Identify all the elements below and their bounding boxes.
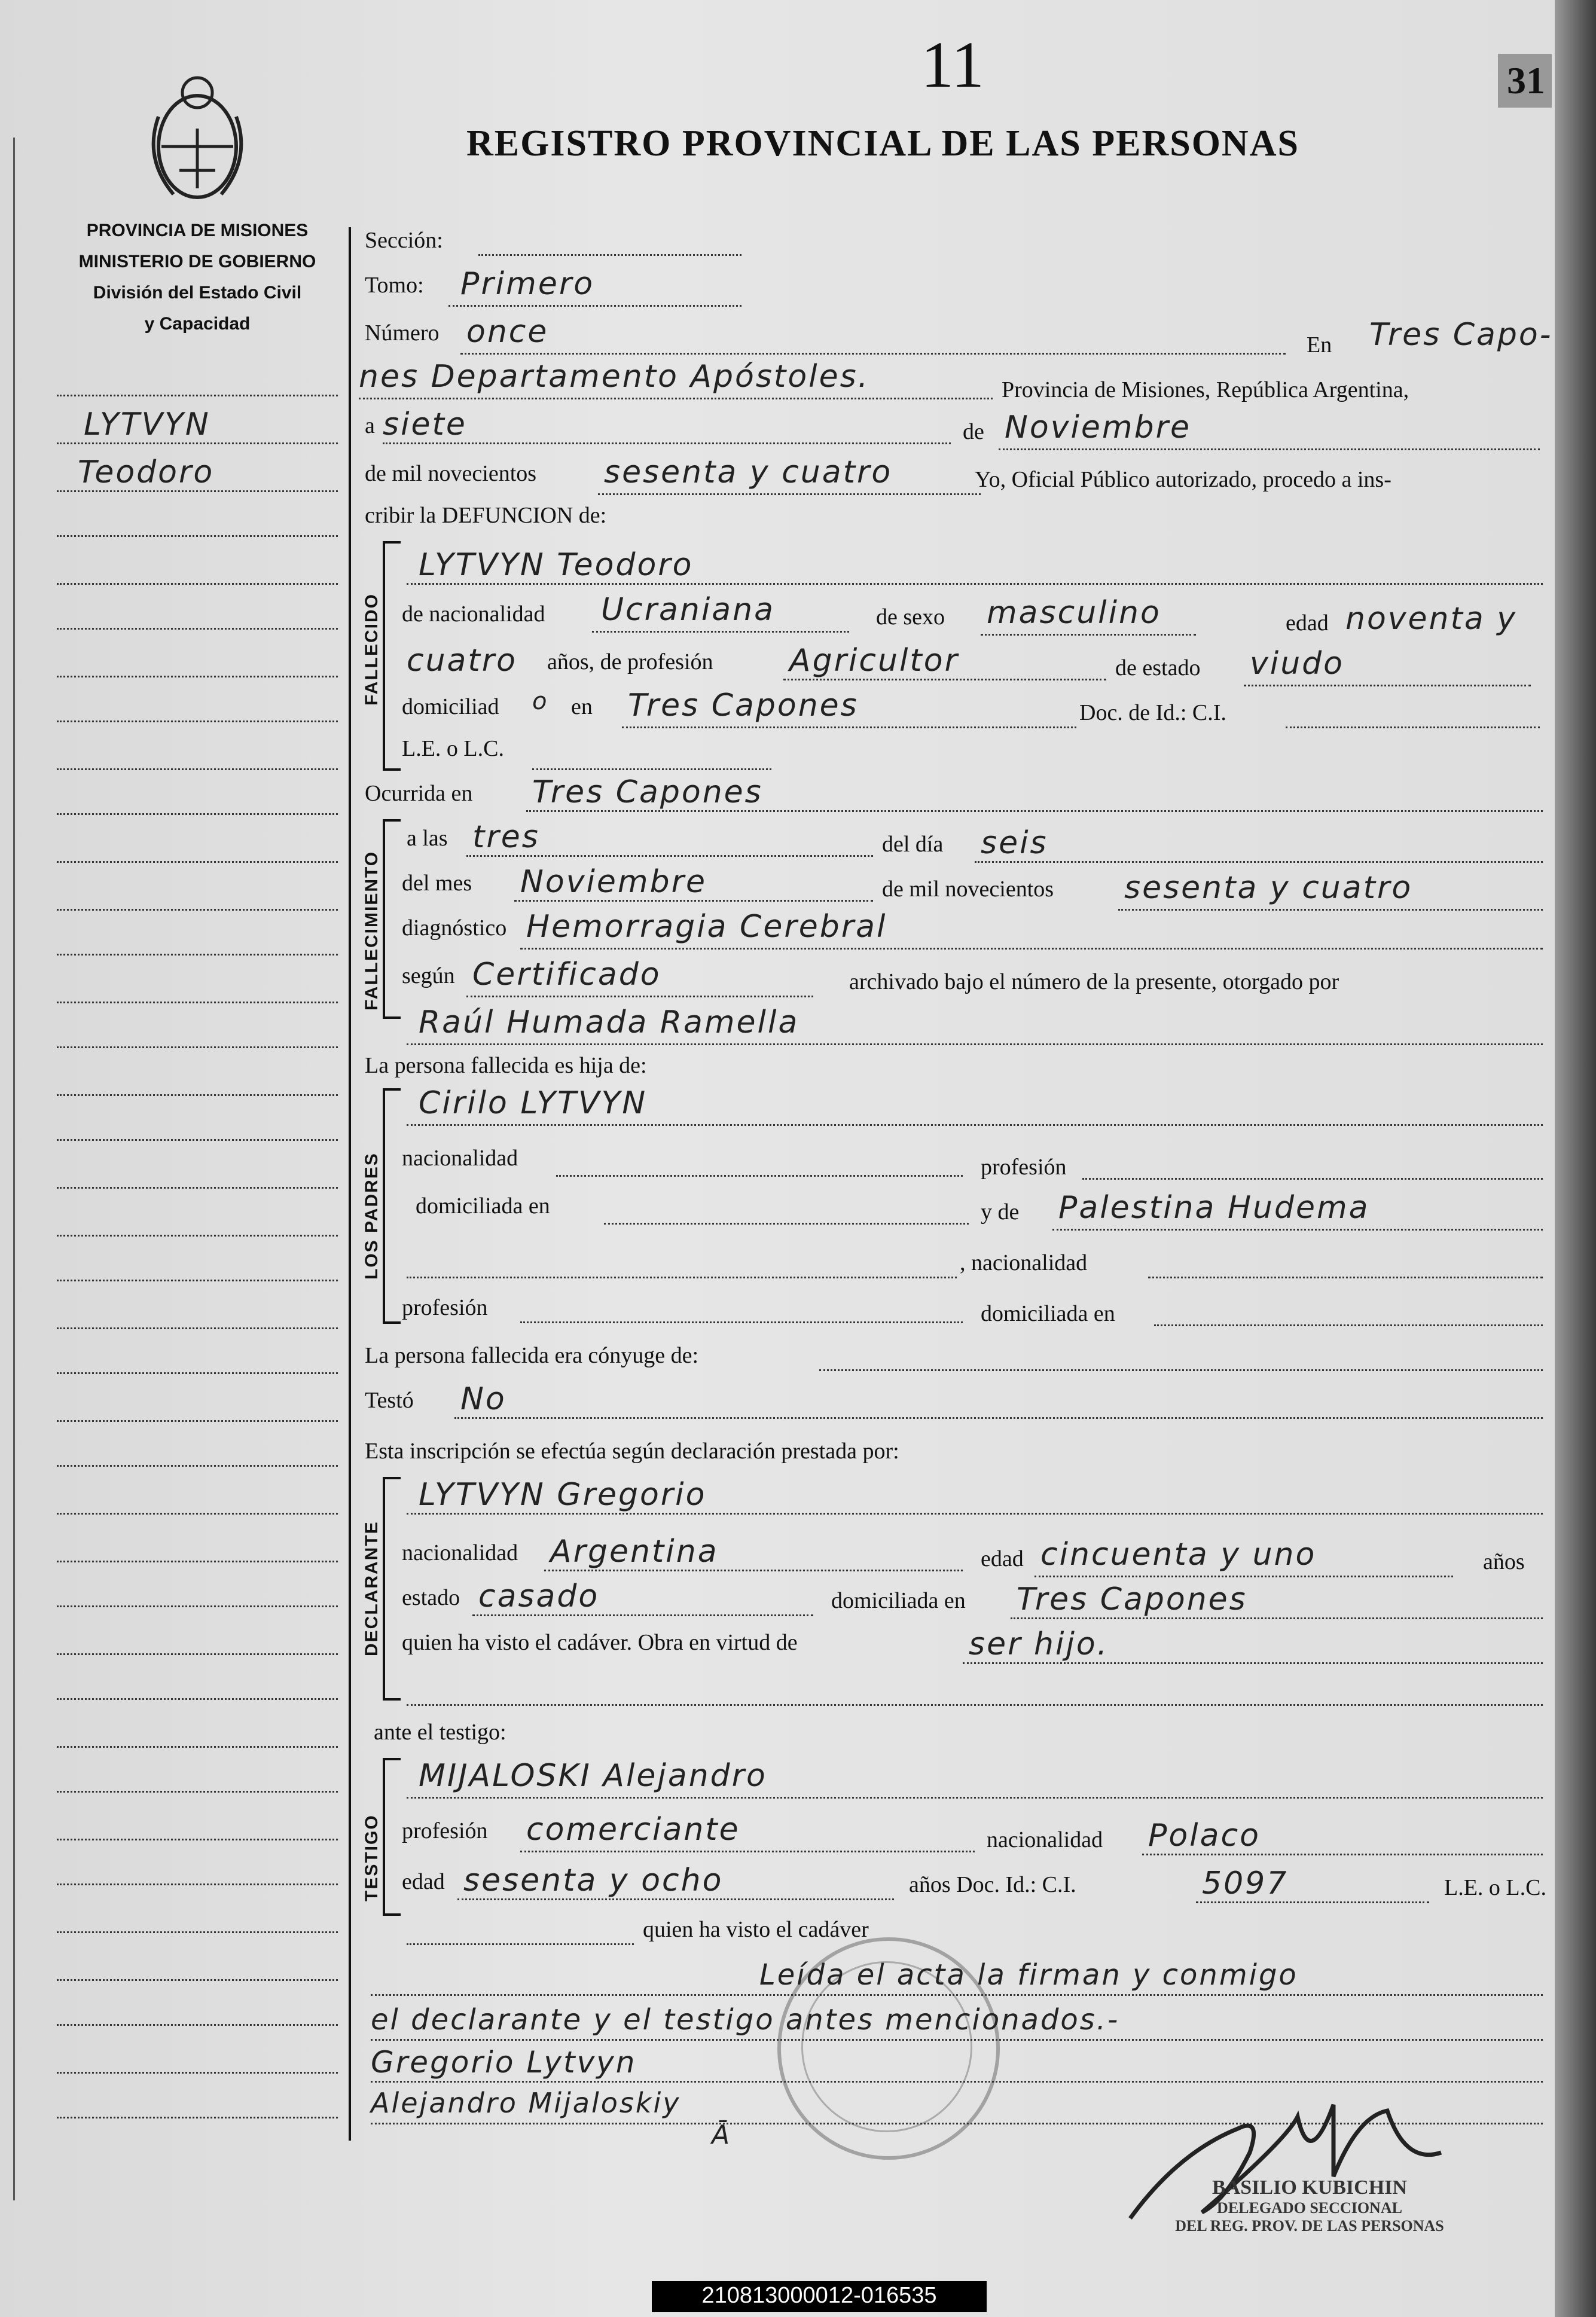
- conyuge-label: La persona fallecida era cónyuge de:: [365, 1343, 699, 1368]
- margin-line: [57, 1653, 338, 1655]
- fallecimiento-bracket: [383, 819, 385, 1016]
- diagnostico-value: Hemorragia Cerebral: [526, 909, 887, 945]
- fallecido-bracket-top: [383, 541, 401, 544]
- sexo-label: de sexo: [876, 605, 945, 630]
- segun-line: [466, 996, 813, 997]
- margin-line: [57, 1465, 338, 1467]
- padres-tab: LOS PADRES: [362, 1152, 382, 1280]
- margin-line: [57, 395, 338, 396]
- tomo-value: Primero: [460, 266, 595, 302]
- closing-line-1: Leída el acta la firman y conmigo: [759, 1958, 1298, 1992]
- binding-edge: [1555, 0, 1596, 2317]
- testigo-edad-value: sesenta y ocho: [463, 1863, 724, 1898]
- closing-line-2-rule: [371, 2039, 1543, 2041]
- padre-line: [407, 1124, 1543, 1126]
- nacionalidad-line: [592, 631, 849, 633]
- nacionalidad-value: Ucraniana: [601, 592, 775, 628]
- declarante-estado-value: casado: [478, 1579, 600, 1614]
- margin-line: [57, 490, 338, 492]
- de-mil-label: de mil novecientos: [365, 461, 537, 486]
- margin-line: [57, 1372, 338, 1374]
- margin-line: [57, 1561, 338, 1562]
- numero-label: Número: [365, 320, 440, 346]
- ocurrida-line: [526, 810, 1543, 812]
- signature-testigo: Alejandro Mijaloskiy: [371, 2087, 681, 2119]
- testigo-nacionalidad-label: nacionalidad: [987, 1827, 1103, 1852]
- diagnostico-label: diagnóstico: [402, 915, 507, 941]
- margin-line: [57, 1420, 338, 1422]
- declarante-estado-label: estado: [402, 1585, 460, 1610]
- testigo-ci-value: 5097: [1202, 1866, 1289, 1901]
- closing-line-1-rule: [371, 1994, 1543, 1996]
- margin-line: [57, 1235, 338, 1237]
- del-dia-line: [975, 861, 1543, 863]
- fallecimiento-bracket-top: [383, 819, 401, 822]
- margin-line: [57, 1979, 338, 1981]
- declarante-edad-value: cincuenta y uno: [1040, 1537, 1317, 1573]
- ocurrida-value: Tres Capones: [532, 774, 763, 810]
- testigo-bracket-bottom: [383, 1913, 401, 1916]
- en-line-2: [359, 398, 993, 399]
- fallecido-nombre-line: [407, 583, 1543, 585]
- estado-label: de estado: [1115, 655, 1201, 680]
- a-dia-value: siete: [383, 407, 467, 442]
- coat-of-arms-icon: [138, 69, 257, 206]
- domicilio-en-label: en: [571, 694, 593, 719]
- issuer-capacity: y Capacidad: [144, 314, 251, 334]
- testigo-cadaver-label: quien ha visto el cadáver: [643, 1917, 869, 1942]
- en-value-2: nes Departamento Apóstoles.: [359, 359, 870, 395]
- fallecido-bracket: [383, 541, 385, 768]
- anio-value: sesenta y cuatro: [1124, 870, 1413, 906]
- yo-oficial-label: Yo, Oficial Público autorizado, procedo a ins-: [975, 467, 1391, 492]
- declarante-estado-line: [472, 1614, 813, 1616]
- fallecido-tab: FALLECIDO: [362, 593, 382, 706]
- del-dia-label: del día: [882, 832, 944, 857]
- padres-profesion2-label: profesión: [402, 1295, 488, 1320]
- margin-line: [57, 2117, 338, 2118]
- de-mes-value: Noviembre: [1005, 410, 1191, 445]
- tomo-label: Tomo:: [365, 273, 424, 298]
- declarante-nacionalidad-value: Argentina: [550, 1534, 719, 1570]
- testigo-profesion-line: [520, 1851, 975, 1852]
- domicilio-value: Tres Capones: [628, 688, 859, 724]
- padres-profesion-label: profesión: [981, 1155, 1067, 1180]
- estado-value: viudo: [1250, 646, 1344, 682]
- testigo-edad-label: edad: [402, 1869, 445, 1894]
- padres-domiciliada2-label: domiciliada en: [981, 1301, 1115, 1326]
- ante-testigo-label: ante el testigo:: [374, 1720, 506, 1745]
- declarante-nacionalidad-label: nacionalidad: [402, 1540, 518, 1565]
- obra-en-virtud-line: [963, 1662, 1543, 1664]
- testigo-bracket-top: [383, 1758, 401, 1760]
- declarante-nombre: LYTVYN Gregorio: [419, 1477, 707, 1513]
- le-lc-label: L.E. o L.C.: [402, 736, 504, 761]
- margin-line: [57, 1791, 338, 1793]
- margin-line: [57, 768, 338, 770]
- seccion-label: Sección:: [365, 228, 443, 253]
- margin-line: [57, 1839, 338, 1840]
- declarante-nacionalidad-line: [544, 1570, 963, 1571]
- margin-line: [57, 2024, 338, 2026]
- testigo-profesion-value: comerciante: [526, 1812, 740, 1848]
- declarante-anos-label: años: [1483, 1549, 1525, 1574]
- de-line: [999, 448, 1540, 450]
- del-mes-label: del mes: [402, 871, 472, 896]
- officer-registry: DEL REG. PROV. DE LAS PERSONAS: [1175, 2217, 1444, 2234]
- testigo-nacionalidad-value: Polaco: [1148, 1818, 1261, 1854]
- margin-line: [57, 1002, 338, 1003]
- obra-en-virtud-value: ser hijo.: [969, 1626, 1109, 1662]
- margin-line: [57, 1883, 338, 1885]
- margin-line: [57, 909, 338, 911]
- en-value-1: Tres Capo-: [1369, 317, 1553, 353]
- seccion-line: [478, 254, 741, 256]
- declarante-bracket: [383, 1477, 385, 1698]
- margin-line: [57, 721, 338, 722]
- padres-domiciliada2-line: [1154, 1324, 1543, 1326]
- del-mes-line: [514, 900, 873, 902]
- otorgado-por-line: [407, 1043, 1543, 1045]
- profesion-line: [783, 679, 1106, 680]
- edad-label: edad: [1286, 610, 1329, 636]
- declarante-domicilio-value: Tres Capones: [1017, 1582, 1247, 1617]
- margin-line: [57, 1094, 338, 1096]
- domiciliad-suffix: o: [532, 688, 549, 715]
- declarante-edad-label: edad: [981, 1546, 1024, 1571]
- declarante-nombre-line: [407, 1513, 1543, 1515]
- margin-line: [57, 1327, 338, 1329]
- margin-line: [57, 1746, 338, 1748]
- declarante-bracket-bottom: [383, 1698, 401, 1701]
- officer-title: DELEGADO SECCIONAL: [1217, 2199, 1402, 2217]
- de-mil-value: sesenta y cuatro: [604, 454, 893, 490]
- de-mil-line: [598, 493, 981, 495]
- a-las-value: tres: [472, 819, 540, 855]
- padres-nacionalidad-label: nacionalidad: [402, 1146, 518, 1171]
- padres-profesion-line: [1082, 1178, 1543, 1180]
- printed-page-number: 31: [1507, 59, 1545, 102]
- declarante-extra-line: [407, 1704, 1543, 1706]
- edad-value-1: noventa y: [1345, 601, 1518, 637]
- declarante-domiciliada-label: domiciliada en: [831, 1588, 966, 1613]
- margin-line: [57, 1139, 338, 1141]
- padres-bracket-top: [383, 1088, 401, 1091]
- margin-line: [57, 1046, 338, 1048]
- otorgado-por-value: Raúl Humada Ramella: [419, 1005, 799, 1040]
- conyuge-line: [819, 1369, 1543, 1371]
- margin-line: [57, 676, 338, 677]
- mil-novecientos-label: de mil novecientos: [882, 877, 1054, 902]
- del-mes-value: Noviembre: [520, 864, 707, 900]
- testo-value: No: [460, 1381, 506, 1417]
- numero-line: [460, 353, 1286, 355]
- ocurrida-label: Ocurrida en: [365, 781, 473, 806]
- issuer-block: [57, 215, 338, 340]
- domiciliad-label: domiciliad: [402, 694, 499, 719]
- a-line: [383, 442, 951, 444]
- padre-value: Cirilo LYTVYN: [419, 1085, 648, 1121]
- margin-line: [57, 1187, 338, 1189]
- testigo-nombre: MIJALOSKI Alejandro: [419, 1758, 767, 1794]
- testigo-profesion-label: profesión: [402, 1818, 488, 1843]
- margin-line: [57, 628, 338, 630]
- padres-bracket-bottom: [383, 1321, 401, 1324]
- edad-value-2: cuatro: [407, 643, 517, 679]
- signature-flourish: Ā: [712, 2120, 732, 2150]
- testo-label: Testó: [365, 1388, 414, 1413]
- diagnostico-line: [520, 948, 1543, 950]
- hija-de-label: La persona fallecida es hija de:: [365, 1053, 647, 1078]
- fallecimiento-tab: FALLECIMIENTO: [362, 850, 382, 1011]
- margin-line: [57, 1280, 338, 1281]
- numero-value: once: [466, 314, 549, 350]
- margin-line: [57, 954, 338, 956]
- fallecido-nombre: LYTVYN Teodoro: [419, 547, 694, 583]
- margin-given-name: Teodoro: [78, 454, 215, 490]
- declarante-tab: DECLARANTE: [362, 1521, 382, 1656]
- fallecimiento-bracket-bottom: [383, 1016, 401, 1019]
- segun-label: según: [402, 963, 455, 988]
- declarante-cadaver-label: quien ha visto el cadáver. Obra en virtud de: [402, 1630, 798, 1655]
- anos-profesion-label: años, de profesión: [547, 649, 713, 674]
- margin-surname: LYTVYN: [84, 407, 210, 442]
- margin-line: [57, 442, 338, 444]
- testigo-le-lc-label: L.E. o L.C.: [1444, 1875, 1546, 1900]
- estado-line: [1244, 685, 1531, 686]
- column-divider: [349, 227, 351, 2141]
- testigo-anos-doc-label: años Doc. Id.: C.I.: [909, 1872, 1076, 1897]
- declarante-edad-line: [1034, 1576, 1453, 1577]
- doc-id-line: [1286, 726, 1540, 728]
- doc-id-label: Doc. de Id.: C.I.: [1079, 700, 1226, 725]
- margin-line: [57, 535, 338, 537]
- tomo-line: [448, 305, 741, 307]
- testigo-tab: TESTIGO: [362, 1814, 382, 1901]
- cribir-label: cribir la DEFUNCION de:: [365, 503, 607, 528]
- a-las-line: [466, 855, 873, 857]
- testigo-nombre-line: [407, 1797, 1543, 1799]
- margin-line: [57, 2072, 338, 2074]
- margin-line: [57, 1931, 338, 1933]
- sexo-line: [981, 634, 1196, 636]
- le-lc-line: [532, 768, 771, 770]
- padres-domiciliada-line: [604, 1223, 969, 1225]
- padres-domiciliada-label: domiciliada en: [416, 1193, 550, 1219]
- declarante-domicilio-line: [1011, 1617, 1543, 1619]
- issuer-province: PROVINCIA DE MISIONES: [86, 221, 309, 240]
- padres-nacionalidad2-line: [1148, 1277, 1543, 1278]
- margin-line: [57, 861, 338, 863]
- margin-line: [57, 583, 338, 585]
- officer-block: [1142, 2176, 1477, 2235]
- handwritten-page-number: 11: [921, 28, 984, 101]
- declarante-bracket-top: [383, 1477, 401, 1479]
- margin-line: [57, 1698, 338, 1700]
- sexo-value: masculino: [987, 595, 1161, 631]
- declaracion-label: Esta inscripción se efectúa según declaración prestada por:: [365, 1439, 899, 1464]
- document-title: REGISTRO PROVINCIAL DE LAS PERSONAS: [466, 123, 1299, 164]
- margin-line: [57, 1605, 338, 1607]
- image-caption: 210813000012-016535: [701, 2283, 937, 2308]
- padres-bracket: [383, 1088, 385, 1321]
- segun-value: Certificado: [472, 957, 661, 993]
- padres-nacionalidad-line: [556, 1175, 963, 1177]
- testigo-edad-line: [457, 1898, 894, 1900]
- y-de-label: y de: [981, 1199, 1020, 1225]
- testigo-ci-line: [1196, 1901, 1429, 1903]
- issuer-ministry: MINISTERIO DE GOBIERNO: [78, 252, 316, 271]
- testigo-cadaver-lead-line: [407, 1943, 634, 1945]
- a-label: a: [365, 413, 375, 438]
- a-las-label: a las: [407, 826, 448, 851]
- madre-cont-line: [407, 1277, 957, 1278]
- domicilio-line: [622, 726, 1076, 728]
- archivado-label: archivado bajo el número de la presente, otorgado por: [849, 969, 1339, 994]
- madre-value: Palestina Hudema: [1058, 1190, 1370, 1226]
- signature-declarante: Gregorio Lytvyn: [371, 2045, 637, 2080]
- padres-nacionalidad2-label: , nacionalidad: [960, 1250, 1088, 1275]
- de-label: de: [963, 419, 984, 444]
- testigo-bracket: [383, 1758, 385, 1913]
- anio-line: [1118, 909, 1543, 911]
- issuer-division: División del Estado Civil: [93, 283, 302, 303]
- nacionalidad-label: de nacionalidad: [402, 602, 545, 627]
- del-dia-value: seis: [981, 825, 1048, 861]
- fallecido-bracket-bottom: [383, 768, 401, 771]
- margin-line: [57, 1513, 338, 1515]
- en-label: En: [1307, 332, 1332, 358]
- profesion-value: Agricultor: [789, 643, 959, 679]
- closing-line-2: el declarante y el testigo antes mencionados.-: [371, 2003, 1120, 2037]
- madre-line: [1052, 1229, 1543, 1231]
- padres-profesion2-line: [520, 1321, 963, 1323]
- margin-rule: [13, 138, 15, 2200]
- officer-name: BASILIO KUBICHIN: [1212, 2176, 1407, 2199]
- provincia-label: Provincia de Misiones, República Argentina,: [1002, 377, 1409, 402]
- testigo-nacionalidad-line: [1142, 1854, 1543, 1855]
- margin-line: [57, 813, 338, 815]
- testo-line: [454, 1417, 1543, 1419]
